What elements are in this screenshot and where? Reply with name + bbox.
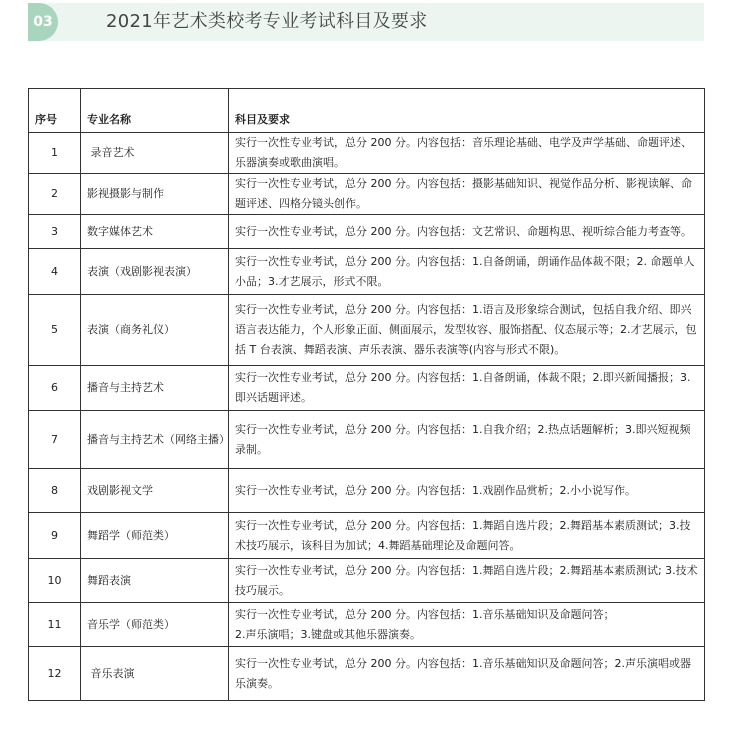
requirements: 实行一次性专业考试，总分 200 分。内容包括：摄影基础知识、视觉作品分析、影视读解、命题评述、四格分镜头创作。 (229, 174, 705, 215)
major-name: 播音与主持艺术 (81, 366, 229, 411)
table-row (29, 559, 705, 603)
requirements: 实行一次性专业考试，总分 200 分。内容包括：1.自备朗诵，体裁不限；2.即兴新闻播报；3.即兴话题评述。 (229, 366, 705, 411)
table-row (29, 366, 705, 411)
requirements: 实行一次性专业考试，总分 200 分。内容包括：1.语言及形象综合测试，包括自我介绍、即兴语言表达能力，个人形象正面、侧面展示，发型妆容、服饰搭配、仪态展示等；2.才艺展示，包括 T 台表演、舞蹈表演、声乐表演、器乐表演等(内容与形式不限)。 (229, 295, 705, 366)
major-name: 戏剧影视文学 (81, 469, 229, 513)
requirements: 实行一次性专业考试，总分 200 分。内容包括：音乐理论基础、电学及声学基础、命题评述、乐器演奏或歌曲演唱。 (229, 133, 705, 174)
major-name: 录音艺术 (81, 133, 229, 174)
row-number: 12 (29, 647, 81, 701)
table-row (29, 603, 705, 647)
major-name: 表演（商务礼仪） (81, 295, 229, 366)
table-row (29, 513, 705, 559)
row-number: 6 (29, 366, 81, 411)
table-row (29, 469, 705, 513)
requirements-line: 实行一次性专业考试，总分 200 分。内容包括：1.音乐基础知识及命题问答； (235, 607, 615, 621)
row-number: 9 (29, 513, 81, 559)
requirements: 实行一次性专业考试，总分 200 分。内容包括：1.戏剧作品赏析；2.小小说写作。 (229, 469, 705, 513)
major-name: 音乐表演 (81, 647, 229, 701)
row-number: 11 (29, 603, 81, 647)
requirements (229, 603, 705, 647)
table-header-row (29, 89, 705, 133)
requirements: 实行一次性专业考试，总分 200 分。内容包括：1.舞蹈自选片段；2.舞蹈基本素质测试；3.技术技巧展示，该科目为加试；4.舞蹈基础理论及命题问答。 (229, 513, 705, 559)
major-name: 影视摄影与制作 (81, 174, 229, 215)
requirements: 实行一次性专业考试，总分 200 分。内容包括：1.自备朗诵，朗诵作品体裁不限；2. 命题单人小品；3.才艺展示，形式不限。 (229, 249, 705, 295)
table-row (29, 249, 705, 295)
table-row (29, 411, 705, 469)
section-number-badge: 03 (28, 3, 58, 41)
exam-requirements-table (28, 88, 705, 701)
major-name: 播音与主持艺术（网络主播） (81, 411, 229, 469)
major-name: 音乐学（师范类） (81, 603, 229, 647)
requirements-line: 2.声乐演唱；3.键盘或其他乐器演奏。 (235, 627, 421, 641)
requirements: 实行一次性专业考试，总分 200 分。内容包括：1.自我介绍；2.热点话题解析；3.即兴短视频录制。 (229, 411, 705, 469)
row-number: 4 (29, 249, 81, 295)
major-name: 数字媒体艺术 (81, 215, 229, 249)
row-number: 5 (29, 295, 81, 366)
major-name: 表演（戏剧影视表演） (81, 249, 229, 295)
column-header-no: 序号 (29, 89, 81, 133)
table-row (29, 647, 705, 701)
requirements: 实行一次性专业考试，总分 200 分。内容包括：1.舞蹈自选片段；2.舞蹈基本素质测试; 3.技术技巧展示。 (229, 559, 705, 603)
row-number: 8 (29, 469, 81, 513)
row-number: 1 (29, 133, 81, 174)
column-header-major: 专业名称 (81, 89, 229, 133)
table-row (29, 295, 705, 366)
table-row (29, 133, 705, 174)
table-row (29, 174, 705, 215)
table-row (29, 215, 705, 249)
requirements: 实行一次性专业考试，总分 200 分。内容包括：文艺常识、命题构思、视听综合能力考查等。 (229, 215, 705, 249)
row-number: 7 (29, 411, 81, 469)
row-number: 2 (29, 174, 81, 215)
row-number: 3 (29, 215, 81, 249)
major-name: 舞蹈表演 (81, 559, 229, 603)
column-header-requirements: 科目及要求 (229, 89, 705, 133)
page-title: 2021年艺术类校考专业考试科目及要求 (106, 11, 428, 32)
major-name: 舞蹈学（师范类） (81, 513, 229, 559)
section-header (28, 3, 704, 41)
requirements: 实行一次性专业考试，总分 200 分。内容包括：1.音乐基础知识及命题问答；2.声乐演唱或器乐演奏。 (229, 647, 705, 701)
row-number: 10 (29, 559, 81, 603)
